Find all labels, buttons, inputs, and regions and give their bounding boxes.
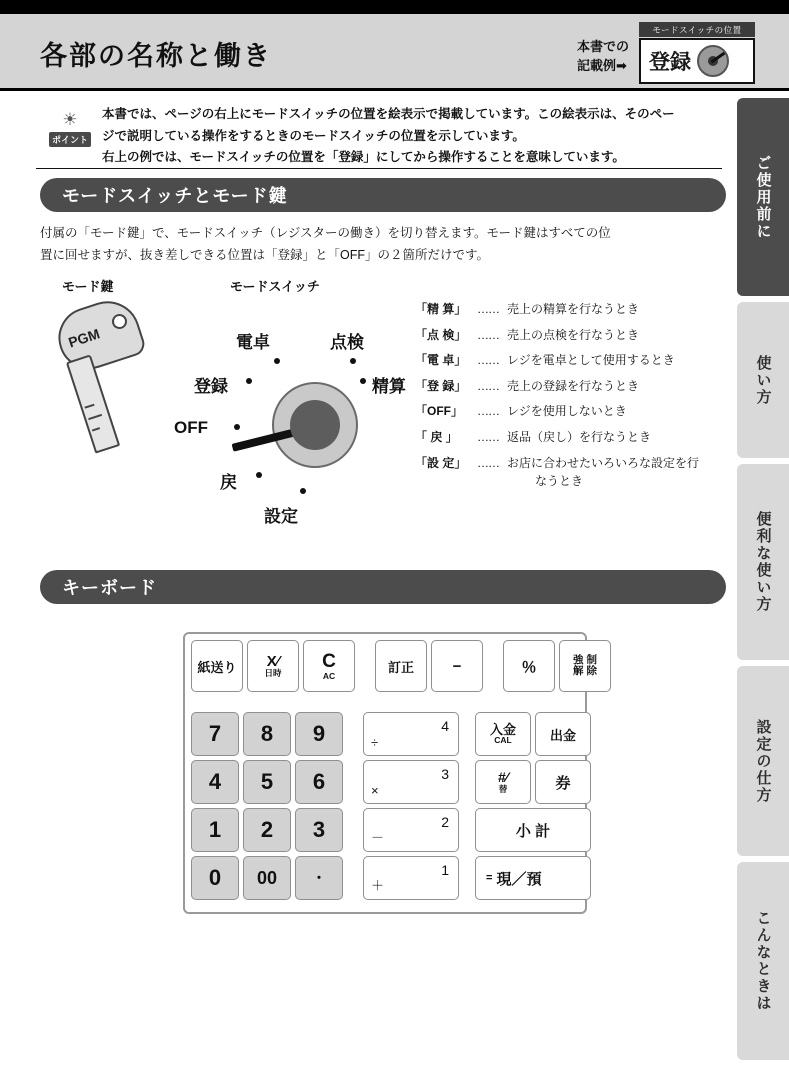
page-title: 各部の名称と働き (40, 41, 272, 71)
key-pgm-text: PGM (66, 325, 102, 351)
subtotal-key[interactable] (475, 808, 591, 852)
key-label-main: #⁄ (497, 769, 509, 786)
key-label-main: C (322, 650, 336, 672)
numeric-key[interactable] (243, 808, 291, 852)
key-label: 訂正 (387, 659, 414, 675)
section-heading-keyboard: キーボード (40, 570, 726, 604)
minus-key[interactable] (431, 640, 483, 692)
mode-dial-illustration (174, 306, 440, 536)
clear-key[interactable] (303, 640, 355, 692)
key-label: 4 (208, 769, 222, 794)
key-figure-label: モード鍵 (62, 279, 114, 294)
key-label: 8 (260, 721, 274, 746)
mode-example-label: 登録 (649, 51, 691, 74)
force-clear-key[interactable] (559, 640, 611, 692)
tab-label: 設定の仕方 (754, 718, 772, 804)
mode-key-illustration (58, 304, 142, 464)
dial-label-seisan: 精算 (372, 377, 406, 396)
correct-key[interactable] (375, 640, 427, 692)
cash-deposit-key[interactable] (475, 856, 591, 900)
key-label-sub: 解 除 (573, 665, 597, 677)
tab-before-use[interactable] (737, 98, 789, 296)
tab-settings[interactable] (737, 666, 789, 856)
section1-body-line2: 置に回せますが、抜き差しできる位置は「登録」と「OFF」の２箇所だけです。 (40, 248, 489, 263)
key-label (498, 770, 508, 794)
point-badge (42, 110, 98, 148)
legend-term: 「 戻 」 (415, 429, 458, 444)
legend-dots: …… (477, 353, 499, 368)
paid-out-key[interactable] (535, 712, 591, 756)
dial-label-modoshi: 戻 (220, 473, 237, 492)
numeric-key[interactable] (191, 808, 239, 852)
header-note-text2: 記載例 (576, 57, 616, 73)
numeric-key[interactable] (191, 856, 239, 900)
mode-switch-figure (40, 276, 460, 546)
numeric-key[interactable] (191, 712, 239, 756)
side-tabs (737, 98, 789, 1066)
dept-key-number: 2 (441, 814, 449, 830)
key-label-sub: CAL (494, 735, 512, 746)
numeric-key[interactable] (295, 760, 343, 804)
key-label-main: 強 制 (573, 653, 597, 666)
legend-item (415, 300, 735, 319)
dept-key-1[interactable] (363, 856, 459, 900)
paper-feed-key[interactable] (191, 640, 243, 692)
legend-desc: 返品（戻し）を行なうとき (507, 429, 652, 444)
numeric-key[interactable] (243, 760, 291, 804)
key-label-main: 現／預 (496, 870, 542, 888)
key-label: 券 (555, 774, 571, 792)
key-label: 5 (260, 769, 274, 794)
legend-dots: …… (477, 378, 499, 393)
legend-desc (507, 454, 735, 491)
dept-key-number: 4 (441, 718, 449, 734)
keyboard-figure (183, 632, 597, 914)
tab-label: 便利な使い方 (754, 511, 772, 613)
legend-term: 「点 検」 (415, 327, 467, 342)
mode-dial-icon (697, 45, 729, 77)
dial-label-touroku: 登録 (194, 377, 228, 396)
legend-dots: …… (477, 404, 499, 419)
key-label (573, 655, 597, 677)
key-label: 2 (260, 817, 274, 842)
key-label-sub: 替 (498, 783, 508, 794)
numeric-key[interactable] (243, 712, 291, 756)
point-text-line3: 右上の例では、モードスイッチの位置を「登録」にしてから操作することを意味しています。 (102, 150, 625, 164)
legend-term: 「電 卓」 (415, 353, 467, 368)
key-label (322, 652, 336, 681)
legend-desc: レジを使用しないとき (507, 404, 627, 419)
numeric-key[interactable] (295, 808, 343, 852)
legend-term: 「OFF」 (415, 404, 463, 419)
key-label: 3 (312, 817, 326, 842)
page-top-bar (0, 0, 789, 14)
key-label: 紙送り (197, 659, 237, 675)
received-cal-key[interactable] (475, 712, 531, 756)
key-label-sub: AC (322, 670, 336, 681)
ticket-key[interactable] (535, 760, 591, 804)
dial-label-settei: 設定 (264, 507, 298, 526)
dial-label-off: OFF (174, 418, 208, 437)
legend-dots: …… (477, 455, 499, 470)
mode-example-caption: モードスイッチの位置 (639, 22, 755, 37)
dept-key-number: 1 (441, 862, 449, 878)
key-label (264, 654, 281, 679)
legend-term: 「精 算」 (415, 302, 467, 316)
legend-item (415, 428, 735, 447)
dept-key-2[interactable] (363, 808, 459, 852)
page-header (0, 14, 789, 91)
point-text-line2: ジで説明している操作をするときのモードスイッチの位置を示しています。 (102, 128, 525, 143)
key-label-sub: 日時 (264, 668, 282, 679)
legend-desc: 売上の精算を行なうとき (507, 302, 640, 316)
key-label-main: 入金 (489, 721, 516, 737)
dept-key-operator: × (371, 783, 379, 798)
key-label-sub: = (486, 872, 493, 884)
key-label: 6 (312, 769, 326, 794)
numeric-key[interactable] (191, 760, 239, 804)
legend-dots: …… (477, 302, 499, 316)
dept-key-4[interactable] (363, 712, 459, 756)
section1-body (40, 222, 726, 267)
key-label: ％ (521, 658, 537, 676)
numeric-key-double-zero[interactable] (243, 856, 291, 900)
point-text (102, 104, 722, 169)
legend-desc: レジを電卓として使用するとき (507, 353, 675, 368)
header-note (577, 38, 629, 76)
legend-dots: …… (477, 327, 499, 342)
section-heading-mode-switch: モードスイッチとモード鍵 (40, 178, 726, 212)
dept-key-3[interactable] (363, 760, 459, 804)
key-label: ・ (312, 870, 326, 886)
key-label: − (452, 657, 462, 675)
multiply-date-key[interactable] (247, 640, 299, 692)
arrow-icon: ➡ (616, 57, 627, 73)
mode-example (639, 24, 755, 88)
point-text-line1: 本書では、ページの右上にモードスイッチの位置を絵表示で掲載しています。この絵表示は、そのペー (102, 107, 675, 121)
key-label: 7 (208, 721, 222, 746)
divider (36, 168, 722, 169)
legend-desc-main: お店に合わせたいろいろな設定を行 (507, 455, 700, 470)
key-label: 0 (208, 865, 222, 890)
key-label-main: X⁄ (266, 652, 280, 670)
legend-item (415, 454, 735, 491)
tab-how-to-use[interactable] (737, 302, 789, 458)
dial-label-tenken: 点検 (330, 333, 364, 352)
mode-legend (415, 300, 735, 498)
legend-term: 「設 定」 (415, 455, 467, 470)
legend-desc: 売上の点検を行なうとき (507, 327, 640, 342)
dial-label-dentaku: 電卓 (236, 333, 270, 352)
dept-key-operator: － (371, 830, 385, 845)
key-label: 出金 (549, 727, 576, 743)
point-block (36, 104, 722, 169)
key-label: 00 (256, 867, 278, 888)
tab-troubleshooting[interactable] (737, 862, 789, 1060)
decimal-point-key[interactable] (295, 856, 343, 900)
key-label: 9 (312, 721, 326, 746)
key-label: 1 (208, 817, 222, 842)
numeric-key[interactable] (295, 712, 343, 756)
mode-example-box (639, 38, 755, 84)
legend-item (415, 402, 735, 421)
point-badge-label: ポイント (49, 132, 91, 147)
legend-desc: 売上の登録を行なうとき (507, 378, 640, 393)
legend-desc-cont: なうとき (535, 474, 584, 489)
tab-label: 使い方 (754, 354, 772, 406)
tab-useful-usage[interactable] (737, 464, 789, 660)
key-label: 小 計 (515, 822, 551, 840)
tab-label: こんなときは (754, 910, 772, 1012)
dept-key-operator: ÷ (371, 735, 379, 750)
section1-body-line1: 付属の「モード鍵」で、モードスイッチ（レジスターの働き）を切り替えます。モード鍵はすべての位 (40, 226, 611, 240)
dept-key-number: 3 (441, 766, 449, 782)
legend-dots: …… (477, 429, 499, 444)
tab-label: ご使用前に (754, 154, 772, 240)
header-note-line2 (577, 57, 629, 76)
bulb-icon: ☀ (62, 110, 78, 129)
percent-key[interactable] (503, 640, 555, 692)
key-label (490, 723, 516, 746)
dept-key-operator: ＋ (371, 878, 385, 893)
header-note-line1: 本書での (576, 39, 629, 54)
legend-item (415, 351, 735, 370)
no-sale-key[interactable] (475, 760, 531, 804)
legend-term: 「登 録」 (415, 378, 467, 393)
legend-item (415, 326, 735, 345)
legend-item (415, 377, 735, 396)
switch-figure-label: モードスイッチ (230, 279, 320, 294)
